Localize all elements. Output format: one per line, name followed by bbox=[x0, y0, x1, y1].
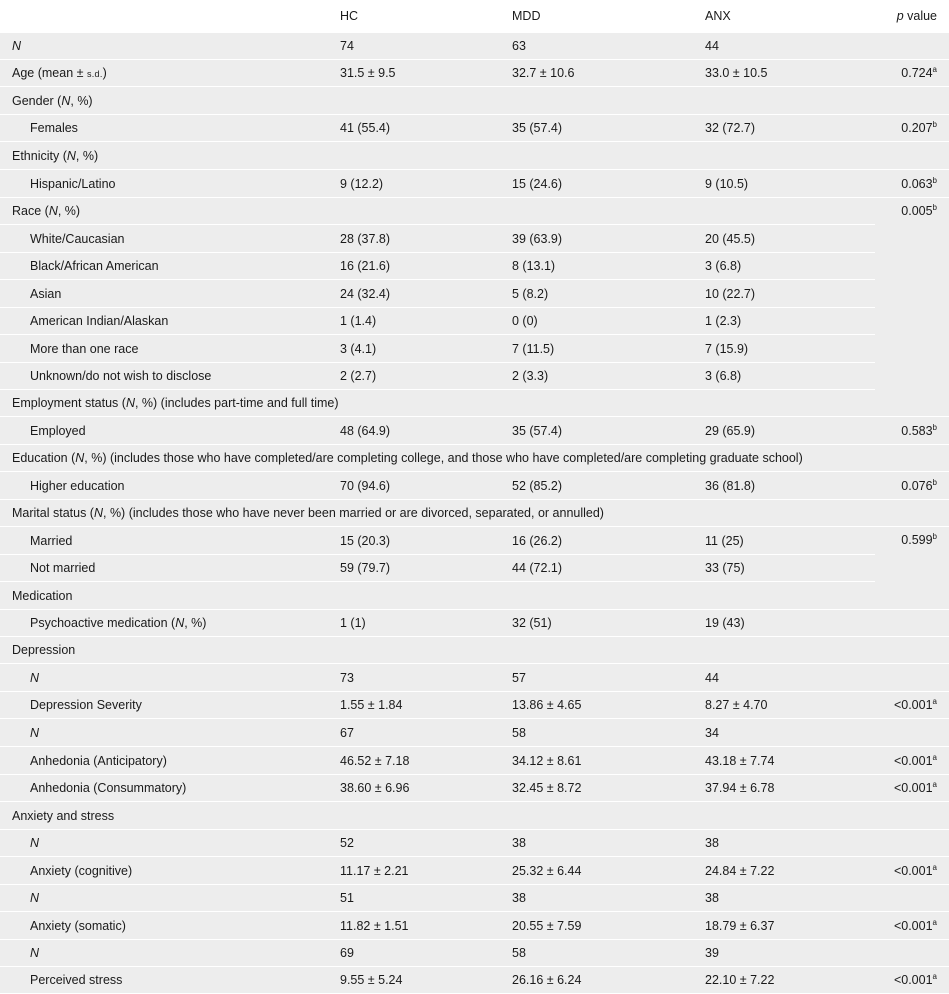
cell-anx: 33.0 ± 10.5 bbox=[705, 60, 875, 87]
cell-mdd bbox=[512, 802, 705, 830]
cell-p-value bbox=[875, 33, 949, 60]
cell-p-value bbox=[875, 582, 949, 610]
cell-anx: 18.79 ± 6.37 bbox=[705, 912, 875, 940]
cell-anx bbox=[705, 142, 875, 170]
row-label-part: Medication bbox=[12, 588, 73, 603]
cell-anx: 1 (2.3) bbox=[705, 308, 875, 335]
cell-p-value bbox=[875, 527, 949, 582]
row-label bbox=[0, 967, 340, 994]
row-label bbox=[0, 857, 340, 885]
cell-p-value bbox=[875, 967, 949, 994]
row-label-part: Hispanic/Latino bbox=[30, 176, 116, 191]
cell-anx: 44 bbox=[705, 664, 875, 692]
cell-p-value bbox=[875, 802, 949, 830]
table-row bbox=[0, 775, 949, 802]
row-label-part: Employed bbox=[30, 423, 86, 438]
p-value-footnote: b bbox=[932, 203, 937, 212]
row-label-part: Married bbox=[30, 533, 73, 548]
cell-anx: 32 (72.7) bbox=[705, 115, 875, 142]
header-p-italic: p bbox=[896, 9, 904, 23]
cell-hc: 74 bbox=[340, 33, 512, 60]
row-label-part: N bbox=[30, 836, 40, 850]
row-label bbox=[0, 802, 340, 830]
row-label-part: Not married bbox=[30, 561, 96, 575]
table-row bbox=[0, 912, 949, 940]
p-value-footnote: a bbox=[932, 780, 937, 789]
cell-hc: 15 (20.3) bbox=[340, 527, 512, 555]
cell-p-value bbox=[875, 719, 949, 747]
row-label bbox=[0, 555, 340, 582]
table-row bbox=[0, 940, 949, 967]
row-label bbox=[0, 60, 340, 87]
cell-anx bbox=[705, 802, 875, 830]
row-label-part: Asian bbox=[30, 286, 62, 301]
cell-mdd: 15 (24.6) bbox=[512, 170, 705, 198]
cell-p-value bbox=[875, 912, 949, 940]
row-label-part: Age (mean ± bbox=[12, 66, 87, 80]
row-label bbox=[0, 142, 340, 170]
cell-mdd bbox=[512, 637, 705, 664]
table-row bbox=[0, 472, 949, 500]
table-row bbox=[0, 582, 949, 610]
header-mdd: MDD bbox=[512, 0, 705, 33]
row-label bbox=[0, 912, 340, 940]
row-label-part: Ethnicity ( bbox=[12, 148, 67, 163]
cell-mdd: 52 (85.2) bbox=[512, 472, 705, 500]
cell-p-value bbox=[875, 87, 949, 115]
cell-mdd: 2 (3.3) bbox=[512, 363, 705, 390]
cell-anx: 3 (6.8) bbox=[705, 363, 875, 390]
row-label-part: Education ( bbox=[12, 451, 76, 465]
cell-mdd: 35 (57.4) bbox=[512, 417, 705, 445]
row-label-part: N bbox=[30, 946, 40, 960]
cell-anx bbox=[705, 637, 875, 664]
cell-hc: 28 (37.8) bbox=[340, 225, 512, 253]
cell-p-value bbox=[875, 417, 949, 445]
cell-p-value bbox=[875, 198, 949, 390]
row-label bbox=[0, 527, 340, 555]
row-label bbox=[0, 582, 340, 610]
row-label-part: Depression bbox=[12, 643, 76, 657]
cell-anx: 19 (43) bbox=[705, 610, 875, 637]
cell-anx bbox=[705, 582, 875, 610]
row-label-part: Anxiety (somatic) bbox=[30, 918, 126, 933]
cell-hc: 11.17 ± 2.21 bbox=[340, 857, 512, 885]
table-row bbox=[0, 664, 949, 692]
row-label-part: Marital status ( bbox=[12, 506, 94, 520]
row-label bbox=[0, 225, 340, 253]
cell-mdd: 32.45 ± 8.72 bbox=[512, 775, 705, 802]
row-label bbox=[0, 363, 340, 390]
row-label bbox=[0, 719, 340, 747]
header-p-rest: value bbox=[903, 9, 937, 23]
row-label-part: Perceived stress bbox=[30, 973, 123, 987]
table-row bbox=[0, 802, 949, 830]
table-row bbox=[0, 747, 949, 775]
p-value-text: <0.001 bbox=[893, 781, 933, 795]
cell-hc: 52 bbox=[340, 830, 512, 857]
row-label bbox=[0, 775, 340, 802]
cell-mdd: 38 bbox=[512, 885, 705, 912]
cell-mdd: 39 (63.9) bbox=[512, 225, 705, 253]
row-label bbox=[0, 885, 340, 912]
p-value-text: 0.063 bbox=[901, 176, 933, 191]
p-value-footnote: b bbox=[932, 477, 937, 487]
cell-p-value bbox=[875, 472, 949, 500]
cell-mdd: 35 (57.4) bbox=[512, 115, 705, 142]
p-value-text: <0.001 bbox=[893, 698, 933, 712]
table-row bbox=[0, 857, 949, 885]
cell-p-value bbox=[875, 637, 949, 664]
table-row bbox=[0, 335, 949, 363]
cell-anx: 20 (45.5) bbox=[705, 225, 875, 253]
cell-p-value bbox=[875, 857, 949, 885]
cell-p-value bbox=[875, 885, 949, 912]
cell-mdd: 38 bbox=[512, 830, 705, 857]
cell-hc: 73 bbox=[340, 664, 512, 692]
cell-anx: 3 (6.8) bbox=[705, 253, 875, 280]
cell-hc bbox=[340, 582, 512, 610]
row-label bbox=[0, 747, 340, 775]
cell-mdd: 13.86 ± 4.65 bbox=[512, 692, 705, 719]
row-label-part: Higher education bbox=[30, 478, 125, 493]
header-p-value bbox=[875, 0, 949, 33]
cell-hc: 31.5 ± 9.5 bbox=[340, 60, 512, 87]
table-row bbox=[0, 225, 949, 253]
cell-mdd: 58 bbox=[512, 719, 705, 747]
cell-hc bbox=[340, 198, 512, 225]
header-hc: HC bbox=[340, 0, 512, 33]
row-label bbox=[0, 170, 340, 198]
cell-hc: 1 (1) bbox=[340, 610, 512, 637]
p-value-text: <0.001 bbox=[893, 973, 933, 987]
table-row bbox=[0, 253, 949, 280]
cell-anx: 36 (81.8) bbox=[705, 472, 875, 500]
cell-hc: 2 (2.7) bbox=[340, 363, 512, 390]
cell-anx: 37.94 ± 6.78 bbox=[705, 775, 875, 802]
cell-mdd: 0 (0) bbox=[512, 308, 705, 335]
p-value-text: 0.005 bbox=[901, 204, 933, 218]
cell-hc: 69 bbox=[340, 940, 512, 967]
cell-p-value bbox=[875, 830, 949, 857]
p-value-footnote: a bbox=[932, 862, 937, 872]
p-value-footnote: b bbox=[932, 532, 937, 541]
table-row bbox=[0, 637, 949, 664]
row-label-part: , %) bbox=[184, 616, 207, 630]
table-row bbox=[0, 527, 949, 555]
row-label bbox=[0, 253, 340, 280]
table-row bbox=[0, 390, 949, 417]
p-value-footnote: b bbox=[932, 120, 937, 129]
cell-hc: 48 (64.9) bbox=[340, 417, 512, 445]
header-row bbox=[0, 0, 949, 33]
row-label-part: Employment status ( bbox=[12, 396, 126, 410]
cell-mdd: 57 bbox=[512, 664, 705, 692]
row-label bbox=[0, 445, 949, 472]
row-label bbox=[0, 500, 949, 527]
cell-anx: 33 (75) bbox=[705, 555, 875, 582]
p-value-text: 0.599 bbox=[901, 533, 933, 547]
row-label-part: N bbox=[125, 396, 135, 410]
row-label-part: , %) (includes part-time and full time) bbox=[134, 396, 339, 410]
table-row bbox=[0, 500, 949, 527]
row-label-part: Unknown/do not wish to disclose bbox=[30, 369, 212, 383]
table-row bbox=[0, 308, 949, 335]
cell-p-value bbox=[875, 60, 949, 87]
table-row bbox=[0, 967, 949, 994]
row-label-part: N bbox=[30, 891, 40, 905]
cell-anx: 8.27 ± 4.70 bbox=[705, 692, 875, 719]
cell-hc: 24 (32.4) bbox=[340, 280, 512, 308]
p-value-text: <0.001 bbox=[893, 863, 933, 878]
p-value-footnote: b bbox=[932, 422, 937, 432]
row-label-part: Race ( bbox=[12, 204, 49, 218]
cell-anx: 34 bbox=[705, 719, 875, 747]
table-row bbox=[0, 170, 949, 198]
cell-anx: 29 (65.9) bbox=[705, 417, 875, 445]
row-label bbox=[0, 610, 340, 637]
row-label bbox=[0, 87, 340, 115]
row-label-part: N bbox=[12, 39, 22, 53]
cell-hc: 1.55 ± 1.84 bbox=[340, 692, 512, 719]
p-value-footnote: a bbox=[932, 697, 937, 706]
row-label-part: , %) bbox=[57, 204, 81, 218]
row-label-part: Anhedonia (Consummatory) bbox=[30, 781, 187, 795]
table-row bbox=[0, 555, 949, 582]
cell-anx: 7 (15.9) bbox=[705, 335, 875, 363]
row-label-part: Gender ( bbox=[12, 93, 62, 108]
row-label-part: Anxiety (cognitive) bbox=[30, 863, 133, 878]
cell-mdd: 34.12 ± 8.61 bbox=[512, 747, 705, 775]
cell-p-value bbox=[875, 747, 949, 775]
table-row bbox=[0, 198, 949, 225]
cell-p-value bbox=[875, 142, 949, 170]
cell-p-value bbox=[875, 692, 949, 719]
cell-mdd: 63 bbox=[512, 33, 705, 60]
row-label bbox=[0, 198, 340, 225]
p-value-text: <0.001 bbox=[893, 753, 933, 768]
cell-anx bbox=[705, 87, 875, 115]
cell-mdd: 32 (51) bbox=[512, 610, 705, 637]
row-label bbox=[0, 33, 340, 60]
p-value-text: 0.724 bbox=[901, 66, 933, 80]
table-row bbox=[0, 830, 949, 857]
cell-hc bbox=[340, 87, 512, 115]
cell-anx: 9 (10.5) bbox=[705, 170, 875, 198]
cell-anx: 44 bbox=[705, 33, 875, 60]
table-row bbox=[0, 692, 949, 719]
row-label-part: Black/African American bbox=[30, 259, 159, 273]
table-row bbox=[0, 363, 949, 390]
table-row bbox=[0, 60, 949, 87]
row-label-part: ) bbox=[102, 66, 107, 80]
cell-mdd bbox=[512, 582, 705, 610]
table-row bbox=[0, 87, 949, 115]
cell-p-value bbox=[875, 115, 949, 142]
cell-mdd: 26.16 ± 6.24 bbox=[512, 967, 705, 994]
table-row bbox=[0, 280, 949, 308]
cell-p-value bbox=[875, 610, 949, 637]
row-label-part: , %) (includes those who have completed/are completing college, and those who have completed/are completing graduate school) bbox=[84, 451, 803, 465]
row-label bbox=[0, 308, 340, 335]
cell-mdd: 5 (8.2) bbox=[512, 280, 705, 308]
p-value-text: 0.207 bbox=[901, 121, 933, 135]
table-row bbox=[0, 115, 949, 142]
cell-anx: 10 (22.7) bbox=[705, 280, 875, 308]
row-label bbox=[0, 115, 340, 142]
cell-anx: 38 bbox=[705, 885, 875, 912]
row-label-part: , %) bbox=[75, 148, 99, 163]
header-anx: ANX bbox=[705, 0, 875, 33]
cell-hc: 16 (21.6) bbox=[340, 253, 512, 280]
cell-hc: 67 bbox=[340, 719, 512, 747]
cell-mdd: 7 (11.5) bbox=[512, 335, 705, 363]
row-label-part: N bbox=[61, 93, 71, 108]
row-label-part: N bbox=[175, 616, 185, 630]
p-value-footnote: a bbox=[932, 972, 937, 981]
row-label bbox=[0, 940, 340, 967]
cell-mdd bbox=[512, 87, 705, 115]
cell-mdd bbox=[512, 142, 705, 170]
cell-p-value bbox=[875, 664, 949, 692]
row-label-part: N bbox=[30, 725, 40, 740]
row-label bbox=[0, 280, 340, 308]
cell-mdd: 25.32 ± 6.44 bbox=[512, 857, 705, 885]
row-label-part: N bbox=[75, 451, 85, 465]
cell-hc: 9 (12.2) bbox=[340, 170, 512, 198]
row-label bbox=[0, 417, 340, 445]
cell-anx: 38 bbox=[705, 830, 875, 857]
table-row bbox=[0, 417, 949, 445]
row-label-part: N bbox=[93, 506, 103, 520]
row-label-part: N bbox=[30, 670, 40, 685]
cell-hc bbox=[340, 142, 512, 170]
cell-anx: 43.18 ± 7.74 bbox=[705, 747, 875, 775]
cell-anx: 39 bbox=[705, 940, 875, 967]
cell-hc bbox=[340, 802, 512, 830]
p-value-footnote: a bbox=[932, 752, 937, 762]
row-label-part: , %) bbox=[70, 93, 93, 108]
row-label bbox=[0, 830, 340, 857]
table-row bbox=[0, 142, 949, 170]
p-value-text: 0.583 bbox=[901, 423, 933, 438]
cell-hc: 59 (79.7) bbox=[340, 555, 512, 582]
p-value-footnote: a bbox=[932, 65, 937, 74]
row-label bbox=[0, 664, 340, 692]
cell-mdd: 16 (26.2) bbox=[512, 527, 705, 555]
cell-p-value bbox=[875, 940, 949, 967]
cell-hc: 9.55 ± 5.24 bbox=[340, 967, 512, 994]
p-value-footnote: b bbox=[932, 175, 937, 185]
cell-hc: 11.82 ± 1.51 bbox=[340, 912, 512, 940]
table-row bbox=[0, 885, 949, 912]
row-label bbox=[0, 335, 340, 363]
row-label-part: Anhedonia (Anticipatory) bbox=[30, 753, 167, 768]
cell-hc: 3 (4.1) bbox=[340, 335, 512, 363]
row-label-part: White/Caucasian bbox=[30, 231, 125, 246]
cell-anx: 24.84 ± 7.22 bbox=[705, 857, 875, 885]
cell-hc: 41 (55.4) bbox=[340, 115, 512, 142]
cell-hc: 70 (94.6) bbox=[340, 472, 512, 500]
p-value-footnote: a bbox=[932, 917, 937, 927]
row-label-part: Anxiety and stress bbox=[12, 808, 115, 823]
row-label-part: N bbox=[66, 148, 76, 163]
table-row bbox=[0, 610, 949, 637]
row-label-part: More than one race bbox=[30, 341, 139, 356]
cell-anx: 22.10 ± 7.22 bbox=[705, 967, 875, 994]
cell-mdd bbox=[512, 198, 705, 225]
table-row bbox=[0, 33, 949, 60]
cell-mdd: 20.55 ± 7.59 bbox=[512, 912, 705, 940]
row-label bbox=[0, 637, 340, 664]
cell-hc: 38.60 ± 6.96 bbox=[340, 775, 512, 802]
cell-hc bbox=[340, 637, 512, 664]
row-label bbox=[0, 390, 949, 417]
row-label-part: , %) (includes those who have never been married or are divorced, separated, or annulled) bbox=[103, 506, 604, 520]
row-label bbox=[0, 472, 340, 500]
row-label-part: Females bbox=[30, 121, 78, 135]
row-label-part: Psychoactive medication ( bbox=[30, 616, 176, 630]
cell-hc: 46.52 ± 7.18 bbox=[340, 747, 512, 775]
row-label bbox=[0, 692, 340, 719]
row-label-part: N bbox=[48, 204, 58, 218]
cell-mdd: 8 (13.1) bbox=[512, 253, 705, 280]
row-label-part: American Indian/Alaskan bbox=[30, 314, 169, 328]
cell-mdd: 58 bbox=[512, 940, 705, 967]
header-label bbox=[0, 0, 340, 33]
p-value-text: <0.001 bbox=[893, 918, 933, 933]
cell-mdd: 44 (72.1) bbox=[512, 555, 705, 582]
row-label-part: s.d. bbox=[86, 69, 103, 79]
table-row bbox=[0, 719, 949, 747]
p-value-text: 0.076 bbox=[901, 478, 933, 493]
cell-anx bbox=[705, 198, 875, 225]
cell-mdd: 32.7 ± 10.6 bbox=[512, 60, 705, 87]
table-row bbox=[0, 445, 949, 472]
cell-hc: 51 bbox=[340, 885, 512, 912]
cell-p-value bbox=[875, 775, 949, 802]
cell-hc: 1 (1.4) bbox=[340, 308, 512, 335]
cell-p-value bbox=[875, 170, 949, 198]
cell-anx: 11 (25) bbox=[705, 527, 875, 555]
row-label-part: Depression Severity bbox=[30, 698, 142, 712]
